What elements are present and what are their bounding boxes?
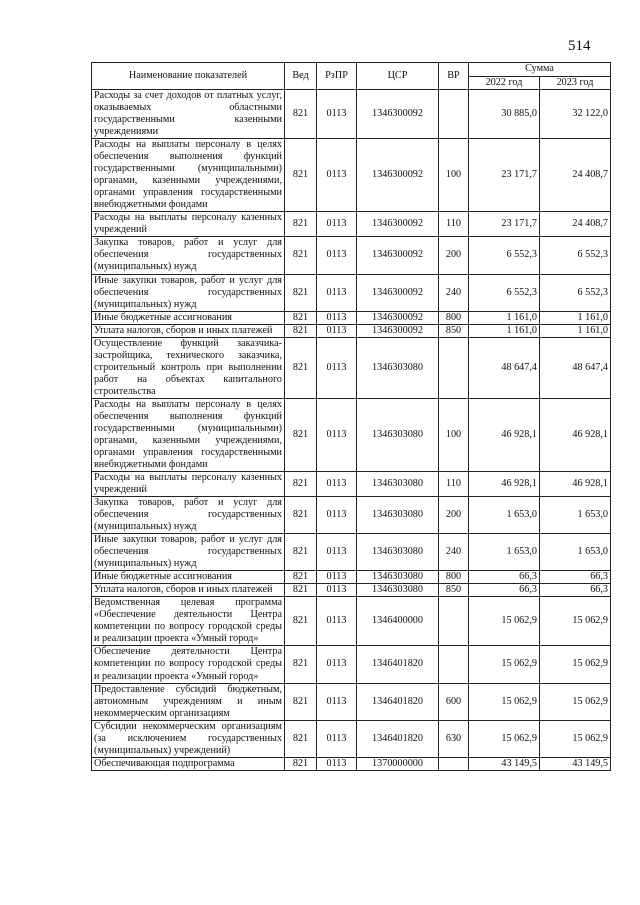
row-name-cell: Осуществление функций заказчика-застройщика, технического заказчика, строительный контроль при выполнении работ на объектах капитального строительства [92,337,285,398]
row-name-cell: Субсидии некоммерческим организациям (за исключением государственных (муниципальных) учреждений) [92,720,285,757]
row-name-cell: Иные закупки товаров, работ и услуг для обеспечения государственных (муниципальных) нужд [92,534,285,571]
row-csr-cell: 1346401820 [357,720,439,757]
table-row [92,311,611,324]
row-csr-cell: 1346303080 [357,571,439,584]
row-csr-cell: 1346303080 [357,534,439,571]
row-ved-cell: 821 [285,646,317,683]
row-vr-cell: 100 [439,139,469,212]
row-vr-cell: 240 [439,274,469,311]
row-vr-cell [439,597,469,646]
row-sum-2023-cell: 43 149,5 [540,757,611,770]
table-row [92,139,611,212]
row-ved-cell: 821 [285,534,317,571]
row-csr-cell: 1346401820 [357,646,439,683]
row-rzpr-cell: 0113 [317,237,357,274]
row-sum-2023-cell: 15 062,9 [540,720,611,757]
row-sum-2022-cell: 1 161,0 [469,324,540,337]
row-vr-cell: 110 [439,472,469,497]
row-csr-cell: 1346300092 [357,237,439,274]
row-name-cell: Уплата налогов, сборов и иных платежей [92,324,285,337]
row-ved-cell: 821 [285,324,317,337]
row-sum-2022-cell: 15 062,9 [469,683,540,720]
row-name-cell: Иные бюджетные ассигнования [92,311,285,324]
row-sum-2022-cell: 6 552,3 [469,237,540,274]
row-csr-cell: 1346303080 [357,337,439,398]
row-rzpr-cell: 0113 [317,212,357,237]
row-name-cell: Предоставление субсидий бюджетным, автономным учреждениям и иным некоммерческим организациям [92,683,285,720]
table-row [92,90,611,139]
row-rzpr-cell: 0113 [317,720,357,757]
row-sum-2023-cell: 32 122,0 [540,90,611,139]
row-ved-cell: 821 [285,274,317,311]
row-vr-cell: 800 [439,311,469,324]
row-ved-cell: 821 [285,497,317,534]
row-sum-2022-cell: 1 653,0 [469,497,540,534]
row-sum-2022-cell: 15 062,9 [469,597,540,646]
row-ved-cell: 821 [285,237,317,274]
table-row [92,237,611,274]
row-rzpr-cell: 0113 [317,757,357,770]
row-sum-2023-cell: 46 928,1 [540,398,611,471]
row-ved-cell: 821 [285,212,317,237]
row-ved-cell: 821 [285,139,317,212]
row-name-cell: Расходы на выплаты персоналу казенных учреждений [92,212,285,237]
row-ved-cell: 821 [285,757,317,770]
row-sum-2022-cell: 46 928,1 [469,398,540,471]
budget-table [91,62,611,771]
row-sum-2023-cell: 1 161,0 [540,311,611,324]
row-csr-cell: 1346400000 [357,597,439,646]
row-sum-2022-cell: 15 062,9 [469,720,540,757]
row-rzpr-cell: 0113 [317,90,357,139]
row-sum-2023-cell: 6 552,3 [540,274,611,311]
row-sum-2023-cell: 1 653,0 [540,497,611,534]
row-sum-2023-cell: 1 161,0 [540,324,611,337]
row-sum-2023-cell: 48 647,4 [540,337,611,398]
table-row [92,324,611,337]
table-row [92,571,611,584]
row-csr-cell: 1346303080 [357,472,439,497]
table-row [92,274,611,311]
row-rzpr-cell: 0113 [317,571,357,584]
row-sum-2022-cell: 15 062,9 [469,646,540,683]
row-sum-2022-cell: 48 647,4 [469,337,540,398]
table-row [92,720,611,757]
row-vr-cell: 200 [439,237,469,274]
row-rzpr-cell: 0113 [317,683,357,720]
row-vr-cell: 850 [439,324,469,337]
header-name: Наименование показателей [92,63,285,90]
row-vr-cell [439,757,469,770]
row-sum-2022-cell: 1 653,0 [469,534,540,571]
row-csr-cell: 1346300092 [357,212,439,237]
row-name-cell: Расходы на выплаты персоналу казенных учреждений [92,472,285,497]
table-row [92,757,611,770]
row-csr-cell: 1346303080 [357,497,439,534]
header-year-2022: 2022 год [469,77,540,90]
row-sum-2023-cell: 1 653,0 [540,534,611,571]
row-csr-cell: 1370000000 [357,757,439,770]
row-rzpr-cell: 0113 [317,584,357,597]
row-csr-cell: 1346303080 [357,584,439,597]
row-vr-cell [439,337,469,398]
row-sum-2022-cell: 46 928,1 [469,472,540,497]
row-ved-cell: 821 [285,597,317,646]
row-rzpr-cell: 0113 [317,337,357,398]
row-ved-cell: 821 [285,337,317,398]
row-rzpr-cell: 0113 [317,274,357,311]
row-vr-cell: 200 [439,497,469,534]
row-csr-cell: 1346401820 [357,683,439,720]
row-vr-cell: 240 [439,534,469,571]
row-sum-2022-cell: 66,3 [469,571,540,584]
header-vr: ВР [439,63,469,90]
row-ved-cell: 821 [285,472,317,497]
row-csr-cell: 1346300092 [357,139,439,212]
header-sum: Сумма [469,63,611,77]
header-csr: ЦСР [357,63,439,90]
row-ved-cell: 821 [285,720,317,757]
row-ved-cell: 821 [285,683,317,720]
row-csr-cell: 1346300092 [357,90,439,139]
row-rzpr-cell: 0113 [317,324,357,337]
row-csr-cell: 1346300092 [357,324,439,337]
row-csr-cell: 1346300092 [357,311,439,324]
table-row [92,646,611,683]
row-vr-cell [439,90,469,139]
row-name-cell: Закупка товаров, работ и услуг для обеспечения государственных (муниципальных) нужд [92,237,285,274]
row-sum-2022-cell: 1 161,0 [469,311,540,324]
row-name-cell: Закупка товаров, работ и услуг для обеспечения государственных (муниципальных) нужд [92,497,285,534]
row-csr-cell: 1346300092 [357,274,439,311]
row-ved-cell: 821 [285,90,317,139]
row-csr-cell: 1346303080 [357,398,439,471]
table-row [92,534,611,571]
row-name-cell: Иные бюджетные ассигнования [92,571,285,584]
table-row [92,212,611,237]
row-ved-cell: 821 [285,571,317,584]
row-sum-2023-cell: 24 408,7 [540,139,611,212]
table-row [92,398,611,471]
row-sum-2022-cell: 6 552,3 [469,274,540,311]
table-row [92,472,611,497]
row-sum-2022-cell: 66,3 [469,584,540,597]
table-header [92,63,611,90]
row-sum-2022-cell: 43 149,5 [469,757,540,770]
table-row [92,597,611,646]
page-number: 514 [568,38,591,54]
row-sum-2023-cell: 15 062,9 [540,597,611,646]
table-row [92,683,611,720]
row-vr-cell: 850 [439,584,469,597]
table-row [92,337,611,398]
row-vr-cell [439,646,469,683]
row-ved-cell: 821 [285,398,317,471]
header-ved: Вед [285,63,317,90]
table-row [92,497,611,534]
row-sum-2022-cell: 30 885,0 [469,90,540,139]
row-rzpr-cell: 0113 [317,398,357,471]
header-rzpr: РзПР [317,63,357,90]
row-sum-2022-cell: 23 171,7 [469,139,540,212]
table-body [92,90,611,771]
row-sum-2023-cell: 24 408,7 [540,212,611,237]
row-sum-2023-cell: 46 928,1 [540,472,611,497]
row-sum-2023-cell: 66,3 [540,584,611,597]
row-rzpr-cell: 0113 [317,597,357,646]
row-vr-cell: 630 [439,720,469,757]
row-rzpr-cell: 0113 [317,534,357,571]
row-rzpr-cell: 0113 [317,497,357,534]
row-sum-2023-cell: 15 062,9 [540,646,611,683]
row-name-cell: Ведомственная целевая программа «Обеспечение деятельности Центра компетенции по вопросу городской среды и реализации проекта «Умный город» [92,597,285,646]
row-sum-2023-cell: 66,3 [540,571,611,584]
row-name-cell: Обеспечение деятельности Центра компетенции по вопросу городской среды и реализации проекта «Умный город» [92,646,285,683]
row-name-cell: Иные закупки товаров, работ и услуг для обеспечения государственных (муниципальных) нужд [92,274,285,311]
row-sum-2022-cell: 23 171,7 [469,212,540,237]
row-vr-cell: 100 [439,398,469,471]
row-vr-cell: 800 [439,571,469,584]
row-name-cell: Обеспечивающая подпрограмма [92,757,285,770]
header-year-2023: 2023 год [540,77,611,90]
row-rzpr-cell: 0113 [317,646,357,683]
row-rzpr-cell: 0113 [317,472,357,497]
row-name-cell: Расходы за счет доходов от платных услуг, оказываемых областными государственными казенными учреждениями [92,90,285,139]
row-vr-cell: 110 [439,212,469,237]
row-name-cell: Расходы на выплаты персоналу в целях обеспечения выполнения функций государственными (муниципальными) органами, казенными учреждениями, органами управления государственными внебюджетными фондами [92,139,285,212]
row-ved-cell: 821 [285,311,317,324]
row-vr-cell: 600 [439,683,469,720]
row-rzpr-cell: 0113 [317,311,357,324]
row-name-cell: Расходы на выплаты персоналу в целях обеспечения выполнения функций государственными (муниципальными) органами, казенными учреждениями, органами управления государственными внебюджетными фондами [92,398,285,471]
row-sum-2023-cell: 6 552,3 [540,237,611,274]
row-sum-2023-cell: 15 062,9 [540,683,611,720]
row-name-cell: Уплата налогов, сборов и иных платежей [92,584,285,597]
row-ved-cell: 821 [285,584,317,597]
row-rzpr-cell: 0113 [317,139,357,212]
table-row [92,584,611,597]
